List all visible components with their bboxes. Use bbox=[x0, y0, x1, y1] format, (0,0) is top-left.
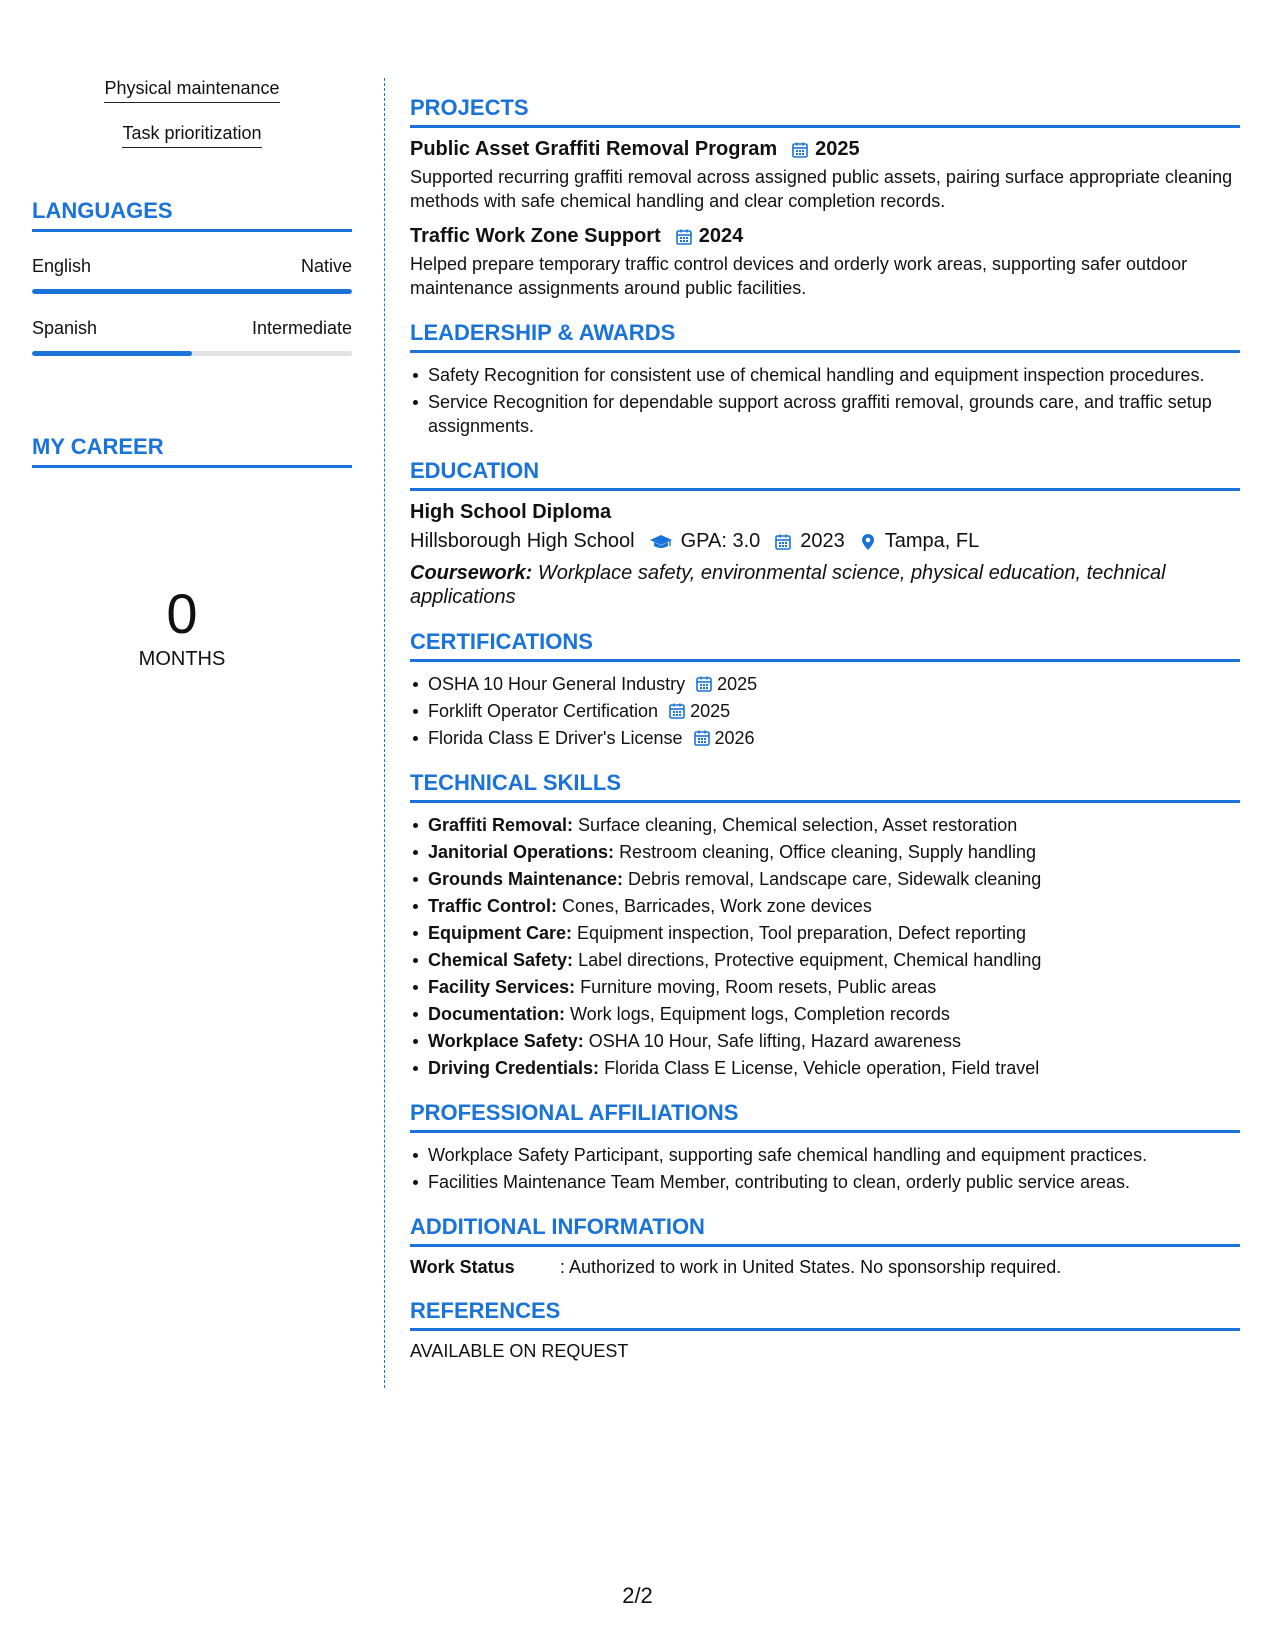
leadership-heading: LEADERSHIP & AWARDS bbox=[410, 320, 1240, 353]
work-status-value: : Authorized to work in United States. No sponsorship required. bbox=[560, 1257, 1062, 1277]
skill-item bbox=[410, 1029, 1240, 1053]
languages-heading: LANGUAGES bbox=[32, 198, 352, 232]
education-year: 2023 bbox=[800, 530, 845, 552]
affiliations-section bbox=[410, 1100, 1240, 1194]
skill-value: OSHA 10 Hour, Safe lifting, Hazard awareness bbox=[588, 1031, 961, 1051]
skill-label: Chemical Safety: bbox=[428, 950, 574, 970]
main-column bbox=[410, 95, 1240, 1382]
affiliations-heading: PROFESSIONAL AFFILIATIONS bbox=[410, 1100, 1240, 1133]
certification-name: Forklift Operator Certification bbox=[428, 701, 659, 721]
sidebar bbox=[32, 78, 352, 671]
skill-label: Graffiti Removal: bbox=[428, 815, 574, 835]
skill-label: Equipment Care: bbox=[428, 923, 573, 943]
work-status-label: Work Status bbox=[410, 1257, 515, 1277]
language-level: Native bbox=[300, 256, 352, 276]
career-value: 0 bbox=[166, 582, 198, 645]
skill-label: Workplace Safety: bbox=[428, 1031, 584, 1051]
certification-year: 2025 bbox=[717, 674, 758, 694]
references-text: AVAILABLE ON REQUEST bbox=[410, 1341, 629, 1361]
leadership-section bbox=[410, 320, 1240, 438]
certification-item bbox=[410, 672, 1240, 696]
project-entry bbox=[410, 138, 1240, 213]
skill-label: Janitorial Operations: bbox=[428, 842, 615, 862]
graduation-cap-icon bbox=[649, 533, 673, 551]
list-item: Safety Recognition for consistent use of chemical handling and equipment inspection procedures. bbox=[410, 363, 1240, 387]
certification-item bbox=[410, 699, 1240, 723]
list-item: Service Recognition for dependable support across graffiti removal, grounds care, and traffic setup assignments. bbox=[410, 390, 1240, 438]
calendar-icon bbox=[693, 729, 711, 747]
projects-heading: PROJECTS bbox=[410, 95, 1240, 128]
skill-label: Traffic Control: bbox=[428, 896, 557, 916]
skill-value: Surface cleaning, Chemical selection, Asset restoration bbox=[578, 815, 1018, 835]
skill-tag: Physical maintenance bbox=[104, 78, 279, 103]
list-item: Facilities Maintenance Team Member, contributing to clean, orderly public service areas. bbox=[410, 1170, 1240, 1194]
certifications-heading: CERTIFICATIONS bbox=[410, 629, 1240, 662]
education-heading: EDUCATION bbox=[410, 458, 1240, 491]
references-heading: REFERENCES bbox=[410, 1298, 1240, 1331]
skill-item bbox=[410, 1002, 1240, 1026]
certifications-section bbox=[410, 629, 1240, 750]
skill-item bbox=[410, 840, 1240, 864]
career-unit: MONTHS bbox=[138, 648, 226, 670]
career-heading: MY CAREER bbox=[32, 434, 352, 468]
language-proficiency-fill bbox=[32, 351, 192, 356]
career-counter bbox=[32, 582, 332, 671]
skill-item bbox=[410, 921, 1240, 945]
calendar-icon bbox=[675, 228, 693, 246]
skill-item bbox=[410, 975, 1240, 999]
education-degree: High School Diploma bbox=[410, 501, 612, 523]
education-coursework bbox=[410, 561, 1240, 609]
skill-item bbox=[410, 813, 1240, 837]
technical-skills-section bbox=[410, 770, 1240, 1080]
skill-value: Debris removal, Landscape care, Sidewalk cleaning bbox=[628, 869, 1042, 889]
certification-year: 2025 bbox=[690, 701, 731, 721]
skill-tags bbox=[32, 78, 352, 168]
page-number: 2/2 bbox=[622, 1583, 653, 1608]
project-description: Helped prepare temporary traffic control devices and orderly work areas, supporting safer outdoor maintenance assignments around public facilities. bbox=[410, 254, 1188, 298]
calendar-icon bbox=[695, 675, 713, 693]
skill-value: Furniture moving, Room resets, Public areas bbox=[580, 977, 937, 997]
list-item: Workplace Safety Participant, supporting safe chemical handling and equipment practices. bbox=[410, 1143, 1240, 1167]
project-description: Supported recurring graffiti removal across assigned public assets, pairing surface appropriate cleaning methods with safe chemical handling and clear completion records. bbox=[410, 167, 1233, 211]
coursework-text: Workplace safety, environmental science, physical education, technical applications bbox=[410, 562, 1166, 608]
skill-label: Driving Credentials: bbox=[428, 1058, 600, 1078]
references-section bbox=[410, 1298, 1240, 1362]
projects-section bbox=[410, 95, 1240, 300]
skill-value: Work logs, Equipment logs, Completion records bbox=[570, 1004, 950, 1024]
language-proficiency-fill bbox=[32, 289, 352, 294]
language-proficiency-bar bbox=[32, 351, 352, 356]
certification-name: OSHA 10 Hour General Industry bbox=[428, 674, 686, 694]
certification-name: Florida Class E Driver's License bbox=[428, 728, 683, 748]
project-entry bbox=[410, 225, 1240, 300]
skill-value: Cones, Barricades, Work zone devices bbox=[562, 896, 872, 916]
project-title: Public Asset Graffiti Removal Program bbox=[410, 138, 778, 160]
skill-label: Grounds Maintenance: bbox=[428, 869, 624, 889]
calendar-icon bbox=[774, 533, 792, 551]
language-row bbox=[32, 256, 352, 294]
coursework-label: Coursework: bbox=[410, 562, 533, 584]
project-title: Traffic Work Zone Support bbox=[410, 225, 661, 247]
language-name: Spanish bbox=[32, 318, 98, 338]
skill-value: Restroom cleaning, Office cleaning, Supply handling bbox=[619, 842, 1036, 862]
skill-value: Equipment inspection, Tool preparation, Defect reporting bbox=[577, 923, 1026, 943]
calendar-icon bbox=[791, 141, 809, 159]
skill-value: Florida Class E License, Vehicle operation, Field travel bbox=[604, 1058, 1040, 1078]
education-gpa: GPA: 3.0 bbox=[680, 530, 761, 552]
education-section bbox=[410, 458, 1240, 609]
languages-section bbox=[32, 198, 352, 356]
calendar-icon bbox=[668, 702, 686, 720]
language-name: English bbox=[32, 256, 92, 276]
certification-item bbox=[410, 726, 1240, 750]
additional-info-heading: ADDITIONAL INFORMATION bbox=[410, 1214, 1240, 1247]
skill-item bbox=[410, 948, 1240, 972]
project-year: 2025 bbox=[815, 138, 860, 160]
language-row bbox=[32, 318, 352, 356]
education-location: Tampa, FL bbox=[884, 530, 980, 552]
technical-skills-heading: TECHNICAL SKILLS bbox=[410, 770, 1240, 803]
skill-label: Facility Services: bbox=[428, 977, 576, 997]
career-section bbox=[32, 434, 352, 671]
language-proficiency-bar bbox=[32, 289, 352, 294]
skill-label: Documentation: bbox=[428, 1004, 565, 1024]
skill-item bbox=[410, 894, 1240, 918]
skill-tag: Task prioritization bbox=[122, 123, 261, 148]
certification-year: 2026 bbox=[714, 728, 755, 748]
skill-item bbox=[410, 867, 1240, 891]
education-school: Hillsborough High School bbox=[410, 530, 635, 552]
column-divider bbox=[384, 78, 385, 1388]
location-pin-icon bbox=[859, 533, 877, 551]
language-level: Intermediate bbox=[251, 318, 352, 338]
skill-value: Label directions, Protective equipment, Chemical handling bbox=[578, 950, 1042, 970]
additional-info-section bbox=[410, 1214, 1240, 1278]
project-year: 2024 bbox=[698, 225, 744, 247]
skill-item bbox=[410, 1056, 1240, 1080]
